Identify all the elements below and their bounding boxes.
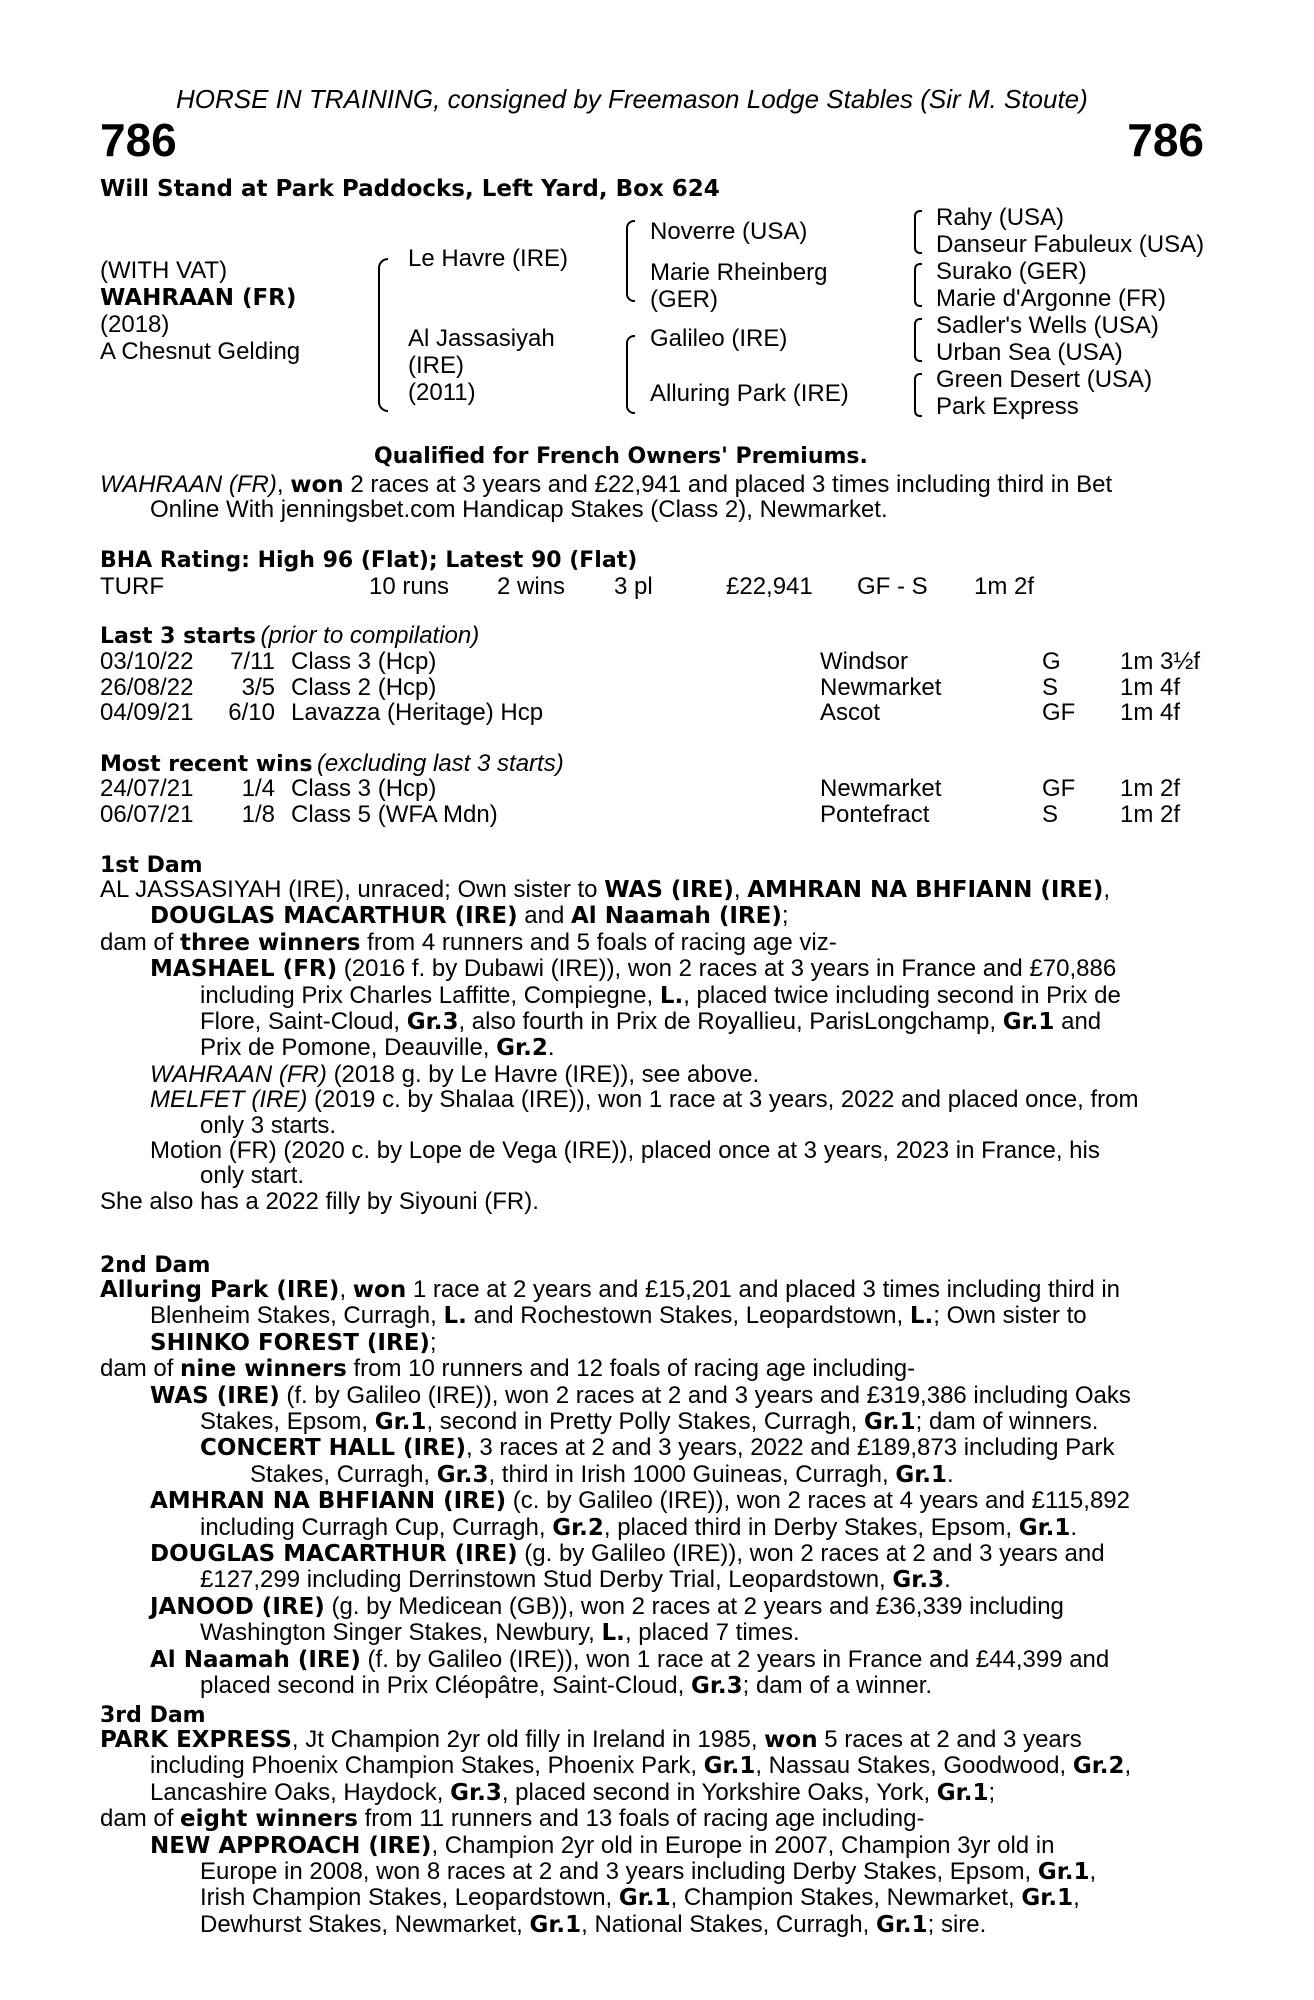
pedigree-brace-sire bbox=[626, 220, 635, 302]
last3-row-dist: 1m 4f bbox=[1120, 699, 1181, 726]
ggs-1: Rahy (USA) bbox=[936, 204, 1065, 231]
last3-row-date: 03/10/22 bbox=[100, 648, 194, 675]
douglas-line-2: £127,299 including Derrinstown Stud Derby Trial, Leopardstown, Gr.3. bbox=[200, 1566, 951, 1594]
ggs-4: Marie d'Argonne (FR) bbox=[936, 285, 1166, 312]
motion-line-2: only start. bbox=[200, 1162, 305, 1190]
last3-row-dist: 1m 4f bbox=[1120, 673, 1181, 701]
dam3-line-3: Lancashire Oaks, Haydock, Gr.3, placed second in Yorkshire Oaks, York, Gr.1; bbox=[150, 1778, 996, 1806]
dam-sire: Galileo (IRE) bbox=[650, 325, 788, 352]
ggs-5: Sadler's Wells (USA) bbox=[936, 312, 1159, 339]
dam-line-1: Al Jassasiyah bbox=[408, 325, 555, 352]
last3-row-pos: 7/11 bbox=[230, 648, 275, 675]
dam2-line-3: SHINKO FOREST (IRE); bbox=[150, 1328, 437, 1356]
rating-wins: 2 wins bbox=[497, 573, 566, 600]
pedigree-brace-3 bbox=[914, 318, 922, 362]
pedigree-brace-dam bbox=[626, 335, 635, 414]
dam-line-2: (IRE) bbox=[408, 352, 464, 379]
dam3-block bbox=[100, 1727, 1210, 1938]
last3-row-date: 26/08/22 bbox=[100, 673, 194, 701]
horse-description: A Chesnut Gelding bbox=[100, 338, 301, 365]
last3-row-course: Windsor bbox=[820, 648, 909, 675]
consignor-line: HORSE IN TRAINING, consigned by Freemason Lodge Stables (Sir M. Stoute) bbox=[176, 84, 1088, 114]
pedigree-brace-4 bbox=[914, 373, 922, 417]
mashael-line-4: Prix de Pomone, Deauville, Gr.2. bbox=[200, 1034, 555, 1062]
douglas-line-1: DOUGLAS MACARTHUR (IRE) (g. by Galileo (IRE)), won 2 races at 2 and 3 years and bbox=[150, 1540, 1105, 1568]
last3-row-race: Lavazza (Heritage) Hcp bbox=[291, 699, 544, 726]
recent-row-course: Pontefract bbox=[820, 800, 930, 828]
mashael-line-1: MASHAEL (FR) (2016 f. by Dubawi (IRE)), won 2 races at 3 years in France and £70,886 bbox=[150, 955, 1117, 983]
lot-number-left: 786 bbox=[100, 114, 177, 166]
mashael-line-2: including Prix Charles Laffitte, Compiegne, L., placed twice including second in Prix de bbox=[200, 981, 1121, 1009]
last3-row-going: GF bbox=[1042, 699, 1076, 726]
rating-runs: 10 runs bbox=[369, 573, 450, 600]
stand-location: Will Stand at Park Paddocks, Left Yard, Box 624 bbox=[100, 176, 720, 202]
lot-number-right: 786 bbox=[1127, 114, 1204, 166]
last3-row-race: Class 3 (Hcp) bbox=[291, 648, 437, 675]
ggs-3: Surako (GER) bbox=[936, 258, 1087, 285]
recent-heading: Most recent wins (excluding last 3 starts) bbox=[100, 750, 564, 777]
pedigree-brace-main bbox=[378, 258, 388, 412]
wahraan-line: WAHRAAN (FR) (2018 g. by Le Havre (IRE)), see above. bbox=[150, 1060, 760, 1088]
dam3-title: 3rd Dam bbox=[100, 1703, 206, 1728]
dam3-line-1: PARK EXPRESS, Jt Champion 2yr old filly in Ireland in 1985, won 5 races at 2 and 3 years bbox=[100, 1726, 1082, 1753]
recent-row-race: Class 3 (Hcp) bbox=[291, 775, 437, 802]
rating-going: GF - S bbox=[857, 573, 928, 600]
recent-row-going: GF bbox=[1042, 775, 1076, 802]
dam2-title: 2nd Dam bbox=[100, 1253, 211, 1278]
pedigree-brace-2 bbox=[914, 263, 922, 307]
ggs-6: Urban Sea (USA) bbox=[936, 339, 1123, 366]
sire-sire: Noverre (USA) bbox=[650, 218, 808, 245]
ggs-8: Park Express bbox=[936, 393, 1079, 420]
rating-money: £22,941 bbox=[726, 573, 813, 600]
dam1-line-1: AL JASSASIYAH (IRE), unraced; Own sister to WAS (IRE), AMHRAN NA BHFIANN (IRE), bbox=[100, 876, 1111, 903]
dam-line-3: (2011) bbox=[408, 379, 476, 406]
alnaamah-line-1: Al Naamah (IRE) (f. by Galileo (IRE)), won 1 race at 2 years in France and £44,399 and bbox=[150, 1645, 1110, 1673]
rating-placed: 3 pl bbox=[614, 573, 653, 600]
dam1-title: 1st Dam bbox=[100, 853, 203, 878]
sire: Le Havre (IRE) bbox=[408, 245, 569, 272]
dam2-line-4: dam of nine winners from 10 runners and 12 foals of racing age including- bbox=[100, 1355, 916, 1383]
last3-row-pos: 6/10 bbox=[228, 699, 275, 726]
pedigree-brace-1 bbox=[914, 210, 922, 254]
amhran-line-1: AMHRAN NA BHFIANN (IRE) (c. by Galileo (IRE)), won 2 races at 4 years and £115,892 bbox=[150, 1487, 1130, 1515]
vat-note: (WITH VAT) bbox=[100, 257, 228, 284]
recent-row-course: Newmarket bbox=[820, 775, 942, 802]
bha-rating: BHA Rating: High 96 (Flat); Latest 90 (Flat) bbox=[100, 548, 638, 573]
ggs-7: Green Desert (USA) bbox=[936, 366, 1153, 393]
last3-row-course: Newmarket bbox=[820, 673, 942, 701]
ggs-2: Danseur Fabuleux (USA) bbox=[936, 231, 1205, 258]
was-line-1: WAS (IRE) (f. by Galileo (IRE)), won 2 races at 2 and 3 years and £319,386 including Oaks bbox=[150, 1381, 1131, 1409]
dam-dam: Alluring Park (IRE) bbox=[650, 380, 849, 407]
new-approach-line-3: Irish Champion Stakes, Leopardstown, Gr.1, Champion Stakes, Newmarket, Gr.1, bbox=[200, 1884, 1080, 1912]
dam2-line-2: Blenheim Stakes, Curragh, L. and Rochestown Stakes, Leopardstown, L.; Own sister to bbox=[150, 1302, 1087, 1330]
recent-row-dist: 1m 2f bbox=[1120, 775, 1181, 802]
last3-row-pos: 3/5 bbox=[241, 673, 275, 701]
rating-distance: 1m 2f bbox=[974, 573, 1035, 600]
sire-dam-line-2: (GER) bbox=[650, 286, 718, 313]
recent-row-race: Class 5 (WFA Mdn) bbox=[291, 800, 498, 828]
last3-row-going: S bbox=[1042, 673, 1059, 701]
concert-hall-line-2: Stakes, Curragh, Gr.3, third in Irish 1000 Guineas, Curragh, Gr.1. bbox=[250, 1460, 954, 1488]
melfet-line-2: only 3 starts. bbox=[200, 1111, 337, 1139]
horse-year: (2018) bbox=[100, 311, 170, 338]
premium-note: Qualified for French Owners' Premiums. bbox=[374, 444, 868, 469]
last3-heading: Last 3 starts (prior to compilation) bbox=[100, 622, 480, 649]
recent-row-date: 24/07/21 bbox=[100, 775, 194, 802]
dam2-block bbox=[100, 1277, 1210, 1700]
last3-row-dist: 1m 3½f bbox=[1120, 648, 1201, 675]
summary-won: won bbox=[290, 472, 344, 498]
amhran-line-2: including Curragh Cup, Curragh, Gr.2, placed third in Derby Stakes, Epsom, Gr.1. bbox=[200, 1513, 1078, 1541]
concert-hall-line-1: CONCERT HALL (IRE), 3 races at 2 and 3 years, 2022 and £189,873 including Park bbox=[200, 1434, 1115, 1462]
last3-row-date: 04/09/21 bbox=[100, 699, 194, 726]
recent-row-pos: 1/4 bbox=[241, 775, 275, 802]
alnaamah-line-2: placed second in Prix Cléopâtre, Saint-Cloud, Gr.3; dam of a winner. bbox=[200, 1672, 933, 1700]
motion-line-1: Motion (FR) (2020 c. by Lope de Vega (IRE)), placed once at 3 years, 2023 in France, his bbox=[150, 1137, 1100, 1165]
melfet-line-1: MELFET (IRE) (2019 c. by Shalaa (IRE)), won 1 race at 3 years, 2022 and placed once, from bbox=[150, 1086, 1139, 1114]
dam1-line-3: dam of three winners from 4 runners and 5 foals of racing age viz- bbox=[100, 928, 837, 956]
dam3-line-2: including Phoenix Champion Stakes, Phoenix Park, Gr.1, Nassau Stakes, Goodwood, Gr.2, bbox=[150, 1752, 1132, 1780]
dam1-also: She also has a 2022 filly by Siyouni (FR). bbox=[100, 1187, 539, 1215]
recent-row-pos: 1/8 bbox=[241, 800, 275, 828]
was-line-2: Stakes, Epsom, Gr.1, second in Pretty Polly Stakes, Curragh, Gr.1; dam of winners. bbox=[200, 1408, 1099, 1436]
dam2-line-1: Alluring Park (IRE), won 1 race at 2 years and £15,201 and placed 3 times including third in bbox=[100, 1276, 1121, 1303]
last3-row-going: G bbox=[1042, 648, 1061, 675]
horse-name: WAHRAAN (FR) bbox=[100, 285, 297, 311]
mashael-line-3: Flore, Saint-Cloud, Gr.3, also fourth in Prix de Royallieu, ParisLongchamp, Gr.1 and bbox=[200, 1008, 1102, 1036]
janood-line-2: Washington Singer Stakes, Newbury, L., placed 7 times. bbox=[200, 1619, 800, 1647]
rating-surface: TURF bbox=[100, 573, 164, 600]
dam1-block bbox=[100, 877, 1210, 1214]
recent-row-date: 06/07/21 bbox=[100, 800, 194, 828]
recent-row-going: S bbox=[1042, 800, 1059, 828]
new-approach-line-1: NEW APPROACH (IRE), Champion 2yr old in Europe in 2007, Champion 3yr old in bbox=[150, 1831, 1055, 1859]
sire-dam-line-1: Marie Rheinberg bbox=[650, 259, 828, 286]
new-approach-line-2: Europe in 2008, won 8 races at 2 and 3 years including Derby Stakes, Epsom, Gr.1, bbox=[200, 1858, 1097, 1886]
summary-line-1: WAHRAAN (FR), won 2 races at 3 years and £22,941 and placed 3 times including third in Bet bbox=[100, 471, 1113, 498]
last3-row-course: Ascot bbox=[820, 699, 881, 726]
last3-row-race: Class 2 (Hcp) bbox=[291, 673, 437, 701]
summary-horse: WAHRAAN (FR) bbox=[100, 471, 277, 498]
recent-row-dist: 1m 2f bbox=[1120, 800, 1181, 828]
dam1-line-2: DOUGLAS MACARTHUR (IRE) and Al Naamah (IRE); bbox=[150, 902, 789, 930]
dam3-line-4: dam of eight winners from 11 runners and 13 foals of racing age including- bbox=[100, 1805, 925, 1833]
summary-line-2: Online With jenningsbet.com Handicap Stakes (Class 2), Newmarket. bbox=[150, 496, 888, 523]
janood-line-1: JANOOD (IRE) (g. by Medicean (GB)), won 2 races at 2 years and £36,339 including bbox=[150, 1592, 1064, 1620]
new-approach-line-4: Dewhurst Stakes, Newmarket, Gr.1, National Stakes, Curragh, Gr.1; sire. bbox=[200, 1910, 987, 1938]
